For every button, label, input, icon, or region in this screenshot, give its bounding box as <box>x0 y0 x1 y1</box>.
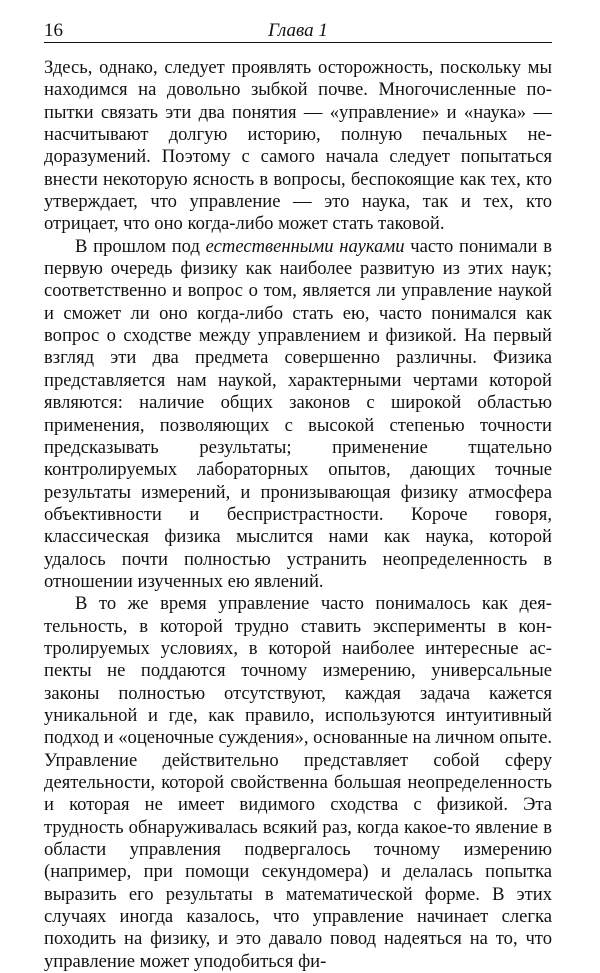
paragraph-2-start: В прошлом под <box>75 235 206 257</box>
page-number: 16 <box>44 20 63 41</box>
body-text <box>44 57 552 973</box>
paragraph-2 <box>44 236 552 594</box>
chapter-title: Глава 1 <box>268 20 328 41</box>
paragraph-3: В то же время управление часто понималось как деятельность, в которой трудно ставить эксперименты в контролируемых условиях, в которой наиболее интересные аспекты не поддаются точному измерению, универсальные законы полностью отсутствуют, каждая задача кажется уникальной и где, как правило, используются интуитивный подход и «оценочные суждения», основанные на личном опыте. Управление действительно представляет собой сферу деятельности, которой свойственна большая неопределенность и которая не имеет видимого сходства с физикой. Эта трудность обнаруживалась всякий раз, когда какое-то явление в области управления подвергалось точному измерению (например, при помощи секундомера) и делалась попытка выразить его результаты в математической форме. В этих случаях иногда казалось, что управление начинает слегка походить на физику, и это давало повод надеяться на то, что управление может уподобиться фи- <box>44 593 553 972</box>
page-header <box>44 18 552 43</box>
paragraph-1: Здесь, однако, следует проявлять осторожность, поскольку мы находимся на довольно зыбкой почве. Многочисленные попытки связать эти два понятия — «управление» и «наука» — насчитывают долгую историю, полную печальных недоразумений. Поэтому с самого начала следует попытаться внести некоторую ясность в вопросы, беспокоящие как тех, кто утверждает, что управление — это наука, так и тех, кто отрицает, что оно когда-либо может стать таковой. <box>44 57 552 235</box>
emphasis-natural-sciences: естественными науками <box>205 235 405 257</box>
paragraph-2-rest: часто понимали в первую очередь физику как наиболее развитую из этих наук; соответственно и вопрос о том, является ли управление наукой и сможет ли оно когда-либо стать ею, часто понимался как вопрос о сходстве между управлением и физикой. На первый взгляд эти два предмета совершенно различны. Физика представляется нам наукой, характерными чертами которой являются: наличие общих законов с широкой областью применения, позволяющих с высокой степенью точности предсказывать результаты; применение тщательно контролируемых лабораторных опытов, дающих точные результаты измерений, и пронизывающая физику атмосфера объективности и беспристрастности. Короче говоря, классическая физика мыслится нами как наука, которой удалось почти полностью устранить неопределенность в отношении изученных ею явлений. <box>44 235 552 592</box>
